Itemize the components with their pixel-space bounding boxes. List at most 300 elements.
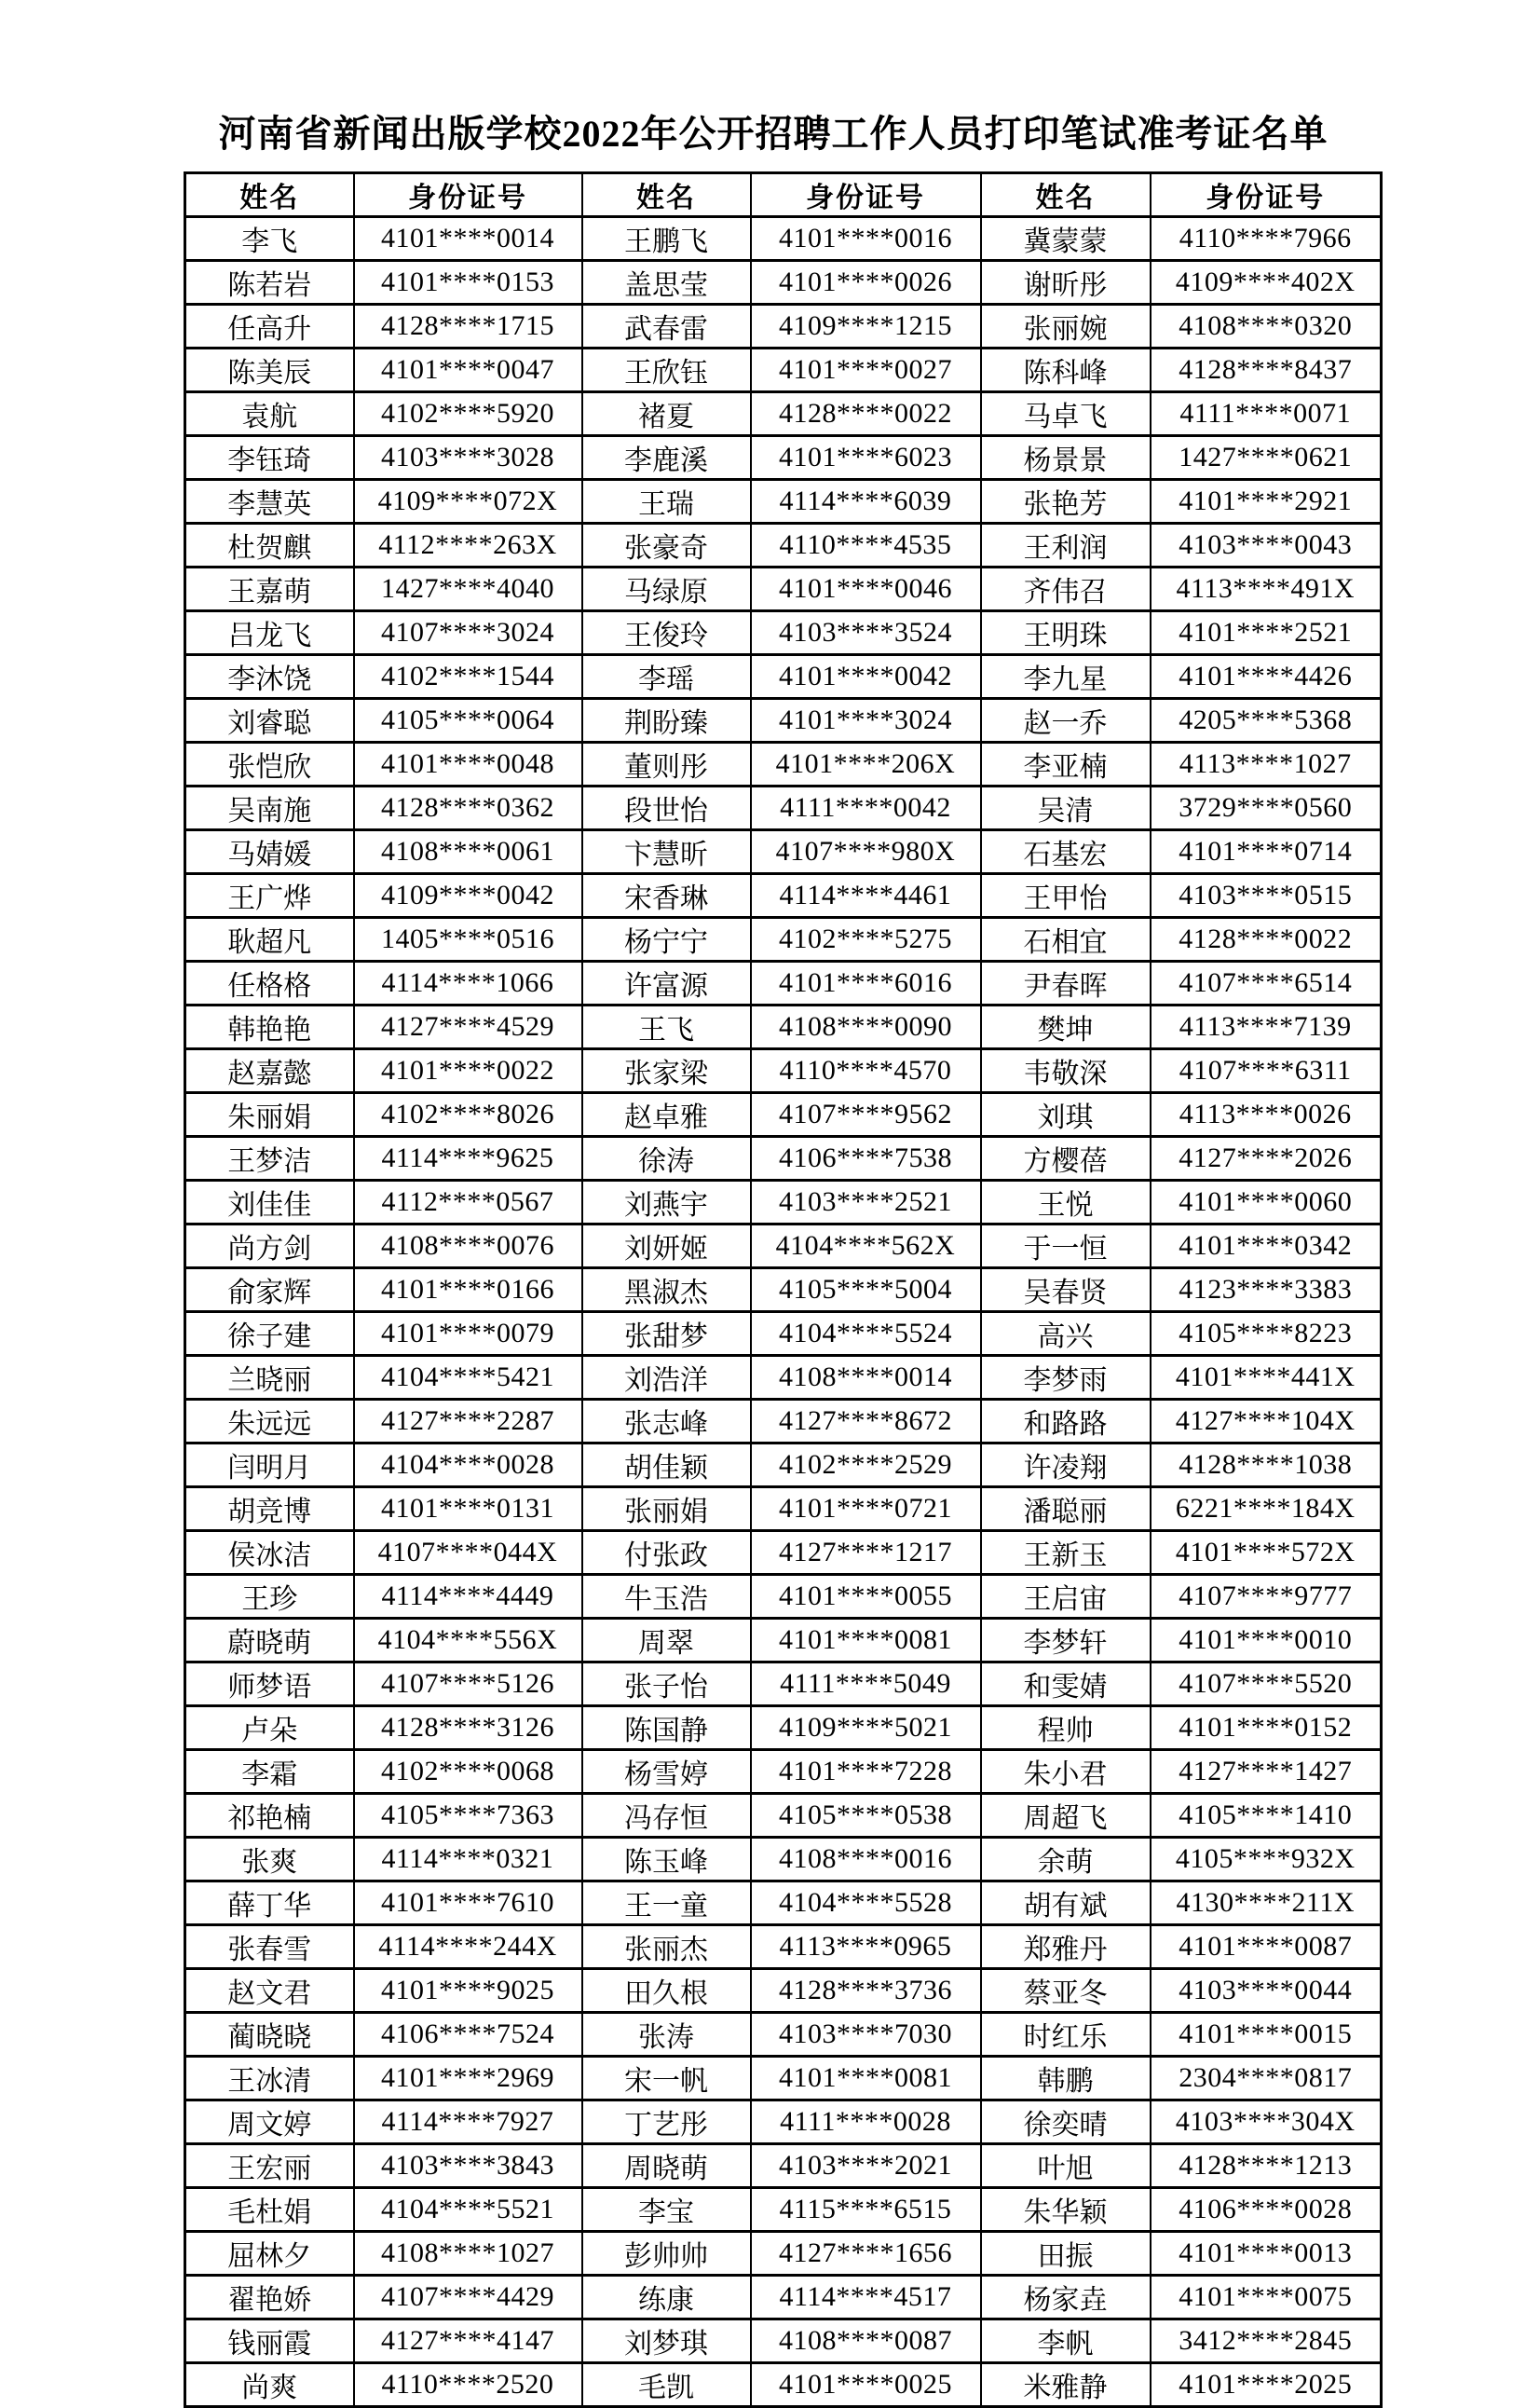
id-cell: 4101****9025 — [354, 1969, 582, 2013]
name-cell: 徐涛 — [582, 1137, 751, 1181]
name-cell: 钱丽霞 — [185, 2319, 354, 2363]
id-cell: 4107****6311 — [1151, 1049, 1382, 1093]
id-cell: 4107****5126 — [354, 1662, 582, 1706]
id-cell: 4102****0068 — [354, 1750, 582, 1794]
name-cell: 张丽娟 — [582, 1487, 751, 1531]
id-cell: 4101****0721 — [751, 1487, 981, 1531]
id-cell: 4109****0042 — [354, 874, 582, 918]
name-cell: 李梦雨 — [981, 1356, 1151, 1400]
name-cell: 樊坤 — [981, 1006, 1151, 1049]
id-cell: 4112****263X — [354, 524, 582, 568]
table-row — [185, 2144, 1382, 2188]
id-cell: 4105****0538 — [751, 1794, 981, 1838]
id-cell: 4106****7538 — [751, 1137, 981, 1181]
id-cell: 4109****402X — [1151, 261, 1382, 305]
id-cell: 4111****0028 — [751, 2100, 981, 2144]
id-cell: 4112****0567 — [354, 1181, 582, 1225]
name-cell: 李亚楠 — [981, 743, 1151, 787]
id-cell: 2304****0817 — [1151, 2057, 1382, 2100]
table-row — [185, 2232, 1382, 2276]
table-row — [185, 1925, 1382, 1969]
name-cell: 王飞 — [582, 1006, 751, 1049]
id-cell: 4109****072X — [354, 480, 582, 524]
table-row — [185, 1312, 1382, 1356]
name-cell: 周晓萌 — [582, 2144, 751, 2188]
name-cell: 王宏丽 — [185, 2144, 354, 2188]
name-cell: 张春雪 — [185, 1925, 354, 1969]
name-cell: 张志峰 — [582, 1400, 751, 1443]
name-cell: 田振 — [981, 2232, 1151, 2276]
id-cell: 4103****304X — [1151, 2100, 1382, 2144]
table-row — [185, 2100, 1382, 2144]
id-cell: 4106****0028 — [1151, 2188, 1382, 2232]
id-cell: 4111****0071 — [1151, 392, 1382, 436]
name-cell: 陈国静 — [582, 1706, 751, 1750]
table-row — [185, 349, 1382, 392]
name-cell: 韩艳艳 — [185, 1006, 354, 1049]
id-cell: 4107****9562 — [751, 1093, 981, 1137]
table-row — [185, 1750, 1382, 1794]
table-row — [185, 305, 1382, 349]
name-cell: 马婧媛 — [185, 830, 354, 874]
id-cell: 4108****0090 — [751, 1006, 981, 1049]
table-row — [185, 2363, 1382, 2407]
id-cell: 4114****4449 — [354, 1575, 582, 1619]
id-cell: 4104****5521 — [354, 2188, 582, 2232]
name-cell: 尹春晖 — [981, 962, 1151, 1006]
name-cell: 侯冰洁 — [185, 1531, 354, 1575]
id-cell: 4127****8672 — [751, 1400, 981, 1443]
name-cell: 方樱蓓 — [981, 1137, 1151, 1181]
table-row — [185, 2276, 1382, 2319]
table-row — [185, 918, 1382, 962]
name-cell: 王俊玲 — [582, 611, 751, 655]
id-cell: 4101****0042 — [751, 655, 981, 699]
name-cell: 高兴 — [981, 1312, 1151, 1356]
id-cell: 4103****3524 — [751, 611, 981, 655]
id-cell: 4103****0043 — [1151, 524, 1382, 568]
id-cell: 4101****0131 — [354, 1487, 582, 1531]
name-cell: 任高升 — [185, 305, 354, 349]
id-cell: 4101****0013 — [1151, 2232, 1382, 2276]
name-cell: 田久根 — [582, 1969, 751, 2013]
table-row — [185, 1531, 1382, 1575]
id-cell: 4111****5049 — [751, 1662, 981, 1706]
id-cell: 4101****0055 — [751, 1575, 981, 1619]
id-cell: 4108****0014 — [751, 1356, 981, 1400]
name-cell: 宋香琳 — [582, 874, 751, 918]
name-cell: 王鹏飞 — [582, 217, 751, 261]
id-cell: 4105****8223 — [1151, 1312, 1382, 1356]
name-cell: 周翠 — [582, 1619, 751, 1662]
name-cell: 刘浩洋 — [582, 1356, 751, 1400]
id-cell: 4109****1215 — [751, 305, 981, 349]
name-cell: 许凌翔 — [981, 1443, 1151, 1487]
id-cell: 4104****5528 — [751, 1881, 981, 1925]
name-cell: 宋一帆 — [582, 2057, 751, 2100]
name-cell: 赵卓雅 — [582, 1093, 751, 1137]
name-cell: 周文婷 — [185, 2100, 354, 2144]
name-cell: 王悦 — [981, 1181, 1151, 1225]
id-cell: 4101****6016 — [751, 962, 981, 1006]
id-cell: 4108****0320 — [1151, 305, 1382, 349]
name-cell: 李宝 — [582, 2188, 751, 2232]
id-cell: 4127****2026 — [1151, 1137, 1382, 1181]
table-row — [185, 655, 1382, 699]
name-cell: 徐奕晴 — [981, 2100, 1151, 2144]
id-cell: 4107****9777 — [1151, 1575, 1382, 1619]
id-cell: 4101****206X — [751, 743, 981, 787]
roster-table — [184, 171, 1383, 2408]
table-row — [185, 743, 1382, 787]
id-cell: 4107****3024 — [354, 611, 582, 655]
id-cell: 4105****7363 — [354, 1794, 582, 1838]
id-cell: 3412****2845 — [1151, 2319, 1382, 2363]
id-cell: 4103****2521 — [751, 1181, 981, 1225]
name-cell: 于一恒 — [981, 1225, 1151, 1268]
id-cell: 4104****0028 — [354, 1443, 582, 1487]
id-cell: 4114****0321 — [354, 1838, 582, 1881]
name-cell: 李九星 — [981, 655, 1151, 699]
table-row — [185, 1487, 1382, 1531]
id-cell: 4113****491X — [1151, 568, 1382, 611]
id-cell: 4128****0022 — [1151, 918, 1382, 962]
name-cell: 彭帅帅 — [582, 2232, 751, 2276]
id-cell: 4101****0025 — [751, 2363, 981, 2407]
id-cell: 4113****1027 — [1151, 743, 1382, 787]
id-cell: 4103****0044 — [1151, 1969, 1382, 2013]
name-cell: 段世怡 — [582, 787, 751, 830]
name-cell: 刘佳佳 — [185, 1181, 354, 1225]
name-cell: 李鹿溪 — [582, 436, 751, 480]
name-cell: 和路路 — [981, 1400, 1151, 1443]
id-cell: 4101****0714 — [1151, 830, 1382, 874]
id-cell: 4113****7139 — [1151, 1006, 1382, 1049]
name-cell: 韦敬深 — [981, 1049, 1151, 1093]
name-cell: 王梦洁 — [185, 1137, 354, 1181]
name-cell: 胡竞博 — [185, 1487, 354, 1531]
name-cell: 董则彤 — [582, 743, 751, 787]
id-cell: 4114****1066 — [354, 962, 582, 1006]
id-cell: 4128****1715 — [354, 305, 582, 349]
table-row — [185, 1400, 1382, 1443]
name-cell: 赵嘉懿 — [185, 1049, 354, 1093]
name-cell: 王新玉 — [981, 1531, 1151, 1575]
name-cell: 李沐饶 — [185, 655, 354, 699]
id-cell: 6221****184X — [1151, 1487, 1382, 1531]
name-cell: 程帅 — [981, 1706, 1151, 1750]
name-cell: 王利润 — [981, 524, 1151, 568]
id-cell: 4130****211X — [1151, 1881, 1382, 1925]
table-row — [185, 1794, 1382, 1838]
name-cell: 李钰琦 — [185, 436, 354, 480]
name-cell: 王明珠 — [981, 611, 1151, 655]
table-row — [185, 1838, 1382, 1881]
table-row — [185, 611, 1382, 655]
id-cell: 4113****0965 — [751, 1925, 981, 1969]
name-cell: 尚爽 — [185, 2363, 354, 2407]
id-cell: 4103****2021 — [751, 2144, 981, 2188]
name-cell: 陈玉峰 — [582, 1838, 751, 1881]
id-cell: 4105****932X — [1151, 1838, 1382, 1881]
name-cell: 翟艳娇 — [185, 2276, 354, 2319]
table-row — [185, 874, 1382, 918]
name-cell: 米雅静 — [981, 2363, 1151, 2407]
id-cell: 4110****7966 — [1151, 217, 1382, 261]
name-cell: 齐伟召 — [981, 568, 1151, 611]
id-cell: 4110****4535 — [751, 524, 981, 568]
name-cell: 刘睿聪 — [185, 699, 354, 743]
id-cell: 4101****6023 — [751, 436, 981, 480]
name-cell: 蔺晓晓 — [185, 2013, 354, 2057]
id-cell: 4108****0016 — [751, 1838, 981, 1881]
id-cell: 4103****3843 — [354, 2144, 582, 2188]
name-cell: 卢朵 — [185, 1706, 354, 1750]
id-cell: 4104****5524 — [751, 1312, 981, 1356]
table-row — [185, 2188, 1382, 2232]
name-cell: 王欣钰 — [582, 349, 751, 392]
name-cell: 张家梁 — [582, 1049, 751, 1093]
id-cell: 4101****0046 — [751, 568, 981, 611]
id-cell: 4101****2969 — [354, 2057, 582, 2100]
id-cell: 4102****2529 — [751, 1443, 981, 1487]
name-cell: 王嘉萌 — [185, 568, 354, 611]
name-cell: 朱丽娟 — [185, 1093, 354, 1137]
id-cell: 4108****0061 — [354, 830, 582, 874]
table-row — [185, 1268, 1382, 1312]
name-cell: 李飞 — [185, 217, 354, 261]
id-cell: 4101****0342 — [1151, 1225, 1382, 1268]
name-cell: 陈若岩 — [185, 261, 354, 305]
id-cell: 4102****1544 — [354, 655, 582, 699]
name-cell: 朱小君 — [981, 1750, 1151, 1794]
name-cell: 马绿原 — [582, 568, 751, 611]
header-id-cell: 身份证号 — [1151, 173, 1382, 217]
id-cell: 4101****2921 — [1151, 480, 1382, 524]
id-cell: 4127****4147 — [354, 2319, 582, 2363]
header-id-cell: 身份证号 — [354, 173, 582, 217]
id-cell: 4101****0047 — [354, 349, 582, 392]
table-row — [185, 480, 1382, 524]
id-cell: 4101****0022 — [354, 1049, 582, 1093]
name-cell: 李瑶 — [582, 655, 751, 699]
table-row — [185, 1881, 1382, 1925]
id-cell: 4101****0166 — [354, 1268, 582, 1312]
name-cell: 潘聪丽 — [981, 1487, 1151, 1531]
name-cell: 吴清 — [981, 787, 1151, 830]
id-cell: 4101****0026 — [751, 261, 981, 305]
name-cell: 张恺欣 — [185, 743, 354, 787]
name-cell: 朱远远 — [185, 1400, 354, 1443]
name-cell: 薛丁华 — [185, 1881, 354, 1925]
id-cell: 4128****8437 — [1151, 349, 1382, 392]
name-cell: 张爽 — [185, 1838, 354, 1881]
id-cell: 4128****3736 — [751, 1969, 981, 2013]
table-row — [185, 830, 1382, 874]
name-cell: 杨家垚 — [981, 2276, 1151, 2319]
table-body — [185, 217, 1382, 2407]
name-cell: 吴春贤 — [981, 1268, 1151, 1312]
id-cell: 4101****572X — [1151, 1531, 1382, 1575]
name-cell: 马卓飞 — [981, 392, 1151, 436]
id-cell: 4127****104X — [1151, 1400, 1382, 1443]
id-cell: 4101****2025 — [1151, 2363, 1382, 2407]
name-cell: 盖思莹 — [582, 261, 751, 305]
id-cell: 4106****7524 — [354, 2013, 582, 2057]
table-row — [185, 436, 1382, 480]
id-cell: 4101****0087 — [1151, 1925, 1382, 1969]
name-cell: 叶旭 — [981, 2144, 1151, 2188]
id-cell: 4107****044X — [354, 1531, 582, 1575]
id-cell: 4108****0076 — [354, 1225, 582, 1268]
name-cell: 陈科峰 — [981, 349, 1151, 392]
id-cell: 4101****0079 — [354, 1312, 582, 1356]
name-cell: 武春雷 — [582, 305, 751, 349]
id-cell: 4127****4529 — [354, 1006, 582, 1049]
name-cell: 尚方剑 — [185, 1225, 354, 1268]
table-row — [185, 1356, 1382, 1400]
name-cell: 耿超凡 — [185, 918, 354, 962]
name-cell: 牛玉浩 — [582, 1575, 751, 1619]
name-cell: 王珍 — [185, 1575, 354, 1619]
id-cell: 4101****7228 — [751, 1750, 981, 1794]
id-cell: 4107****4429 — [354, 2276, 582, 2319]
name-cell: 李梦轩 — [981, 1619, 1151, 1662]
name-cell: 胡佳颖 — [582, 1443, 751, 1487]
id-cell: 4128****3126 — [354, 1706, 582, 1750]
name-cell: 刘燕宇 — [582, 1181, 751, 1225]
id-cell: 4101****0081 — [751, 2057, 981, 2100]
table-row — [185, 524, 1382, 568]
id-cell: 1427****0621 — [1151, 436, 1382, 480]
id-cell: 4102****5275 — [751, 918, 981, 962]
name-cell: 张甜梦 — [582, 1312, 751, 1356]
name-cell: 张子怡 — [582, 1662, 751, 1706]
name-cell: 闫明月 — [185, 1443, 354, 1487]
name-cell: 时红乐 — [981, 2013, 1151, 2057]
table-row — [185, 1619, 1382, 1662]
table-row — [185, 1137, 1382, 1181]
id-cell: 1427****4040 — [354, 568, 582, 611]
id-cell: 1405****0516 — [354, 918, 582, 962]
id-cell: 4111****0042 — [751, 787, 981, 830]
name-cell: 李帆 — [981, 2319, 1151, 2363]
id-cell: 4102****5920 — [354, 392, 582, 436]
name-cell: 杨宁宁 — [582, 918, 751, 962]
name-cell: 郑雅丹 — [981, 1925, 1151, 1969]
name-cell: 张丽婉 — [981, 305, 1151, 349]
table-header — [185, 173, 1382, 217]
id-cell: 4101****7610 — [354, 1881, 582, 1925]
name-cell: 屈林夕 — [185, 2232, 354, 2276]
name-cell: 蔚晓萌 — [185, 1619, 354, 1662]
name-cell: 付张政 — [582, 1531, 751, 1575]
id-cell: 4109****5021 — [751, 1706, 981, 1750]
table-row — [185, 392, 1382, 436]
id-cell: 4103****7030 — [751, 2013, 981, 2057]
page-title: 河南省新闻出版学校2022年公开招聘工作人员打印笔试准考证名单 — [218, 113, 1329, 155]
table-row — [185, 1662, 1382, 1706]
id-cell: 4114****7927 — [354, 2100, 582, 2144]
name-cell: 王启宙 — [981, 1575, 1151, 1619]
header-name-cell: 姓名 — [185, 173, 354, 217]
name-cell: 张豪奇 — [582, 524, 751, 568]
id-cell: 4103****3028 — [354, 436, 582, 480]
id-cell: 4103****0515 — [1151, 874, 1382, 918]
name-cell: 周超飞 — [981, 1794, 1151, 1838]
name-cell: 王甲怡 — [981, 874, 1151, 918]
id-cell: 4101****0016 — [751, 217, 981, 261]
name-cell: 卞慧昕 — [582, 830, 751, 874]
id-cell: 4101****0075 — [1151, 2276, 1382, 2319]
id-cell: 4101****0015 — [1151, 2013, 1382, 2057]
name-cell: 王广烨 — [185, 874, 354, 918]
id-cell: 4107****5520 — [1151, 1662, 1382, 1706]
table-row — [185, 1443, 1382, 1487]
name-cell: 王一童 — [582, 1881, 751, 1925]
table-row — [185, 1225, 1382, 1268]
name-cell: 袁航 — [185, 392, 354, 436]
id-cell: 4114****4461 — [751, 874, 981, 918]
name-cell: 王瑞 — [582, 480, 751, 524]
name-cell: 荆盼臻 — [582, 699, 751, 743]
name-cell: 赵一乔 — [981, 699, 1151, 743]
id-cell: 4113****0026 — [1151, 1093, 1382, 1137]
id-cell: 4107****6514 — [1151, 962, 1382, 1006]
id-cell: 4101****0152 — [1151, 1706, 1382, 1750]
name-cell: 韩鹏 — [981, 2057, 1151, 2100]
table-row — [185, 2013, 1382, 2057]
header-name-cell: 姓名 — [981, 173, 1151, 217]
name-cell: 冀蒙蒙 — [981, 217, 1151, 261]
name-cell: 朱华颖 — [981, 2188, 1151, 2232]
table-row — [185, 261, 1382, 305]
id-cell: 4127****1217 — [751, 1531, 981, 1575]
name-cell: 黑淑杰 — [582, 1268, 751, 1312]
table-row — [185, 1575, 1382, 1619]
id-cell: 4102****8026 — [354, 1093, 582, 1137]
table-row — [185, 2057, 1382, 2100]
name-cell: 兰晓丽 — [185, 1356, 354, 1400]
id-cell: 4104****5421 — [354, 1356, 582, 1400]
table-row — [185, 1706, 1382, 1750]
name-cell: 李霜 — [185, 1750, 354, 1794]
name-cell: 谢昕彤 — [981, 261, 1151, 305]
id-cell: 4115****6515 — [751, 2188, 981, 2232]
id-cell: 4127****2287 — [354, 1400, 582, 1443]
id-cell: 4110****4570 — [751, 1049, 981, 1093]
id-cell: 4104****562X — [751, 1225, 981, 1268]
id-cell: 4101****0014 — [354, 217, 582, 261]
id-cell: 4101****4426 — [1151, 655, 1382, 699]
id-cell: 4205****5368 — [1151, 699, 1382, 743]
table-row — [185, 1969, 1382, 2013]
id-cell: 4104****556X — [354, 1619, 582, 1662]
name-cell: 刘妍姬 — [582, 1225, 751, 1268]
header-id-cell: 身份证号 — [751, 173, 981, 217]
id-cell: 4128****1213 — [1151, 2144, 1382, 2188]
name-cell: 杨雪婷 — [582, 1750, 751, 1794]
id-cell: 4128****1038 — [1151, 1443, 1382, 1487]
name-cell: 褚夏 — [582, 392, 751, 436]
table-row — [185, 699, 1382, 743]
header-name-cell: 姓名 — [582, 173, 751, 217]
name-cell: 吴南施 — [185, 787, 354, 830]
id-cell: 4101****2521 — [1151, 611, 1382, 655]
name-cell: 张艳芳 — [981, 480, 1151, 524]
name-cell: 和雯婧 — [981, 1662, 1151, 1706]
name-cell: 杜贺麒 — [185, 524, 354, 568]
